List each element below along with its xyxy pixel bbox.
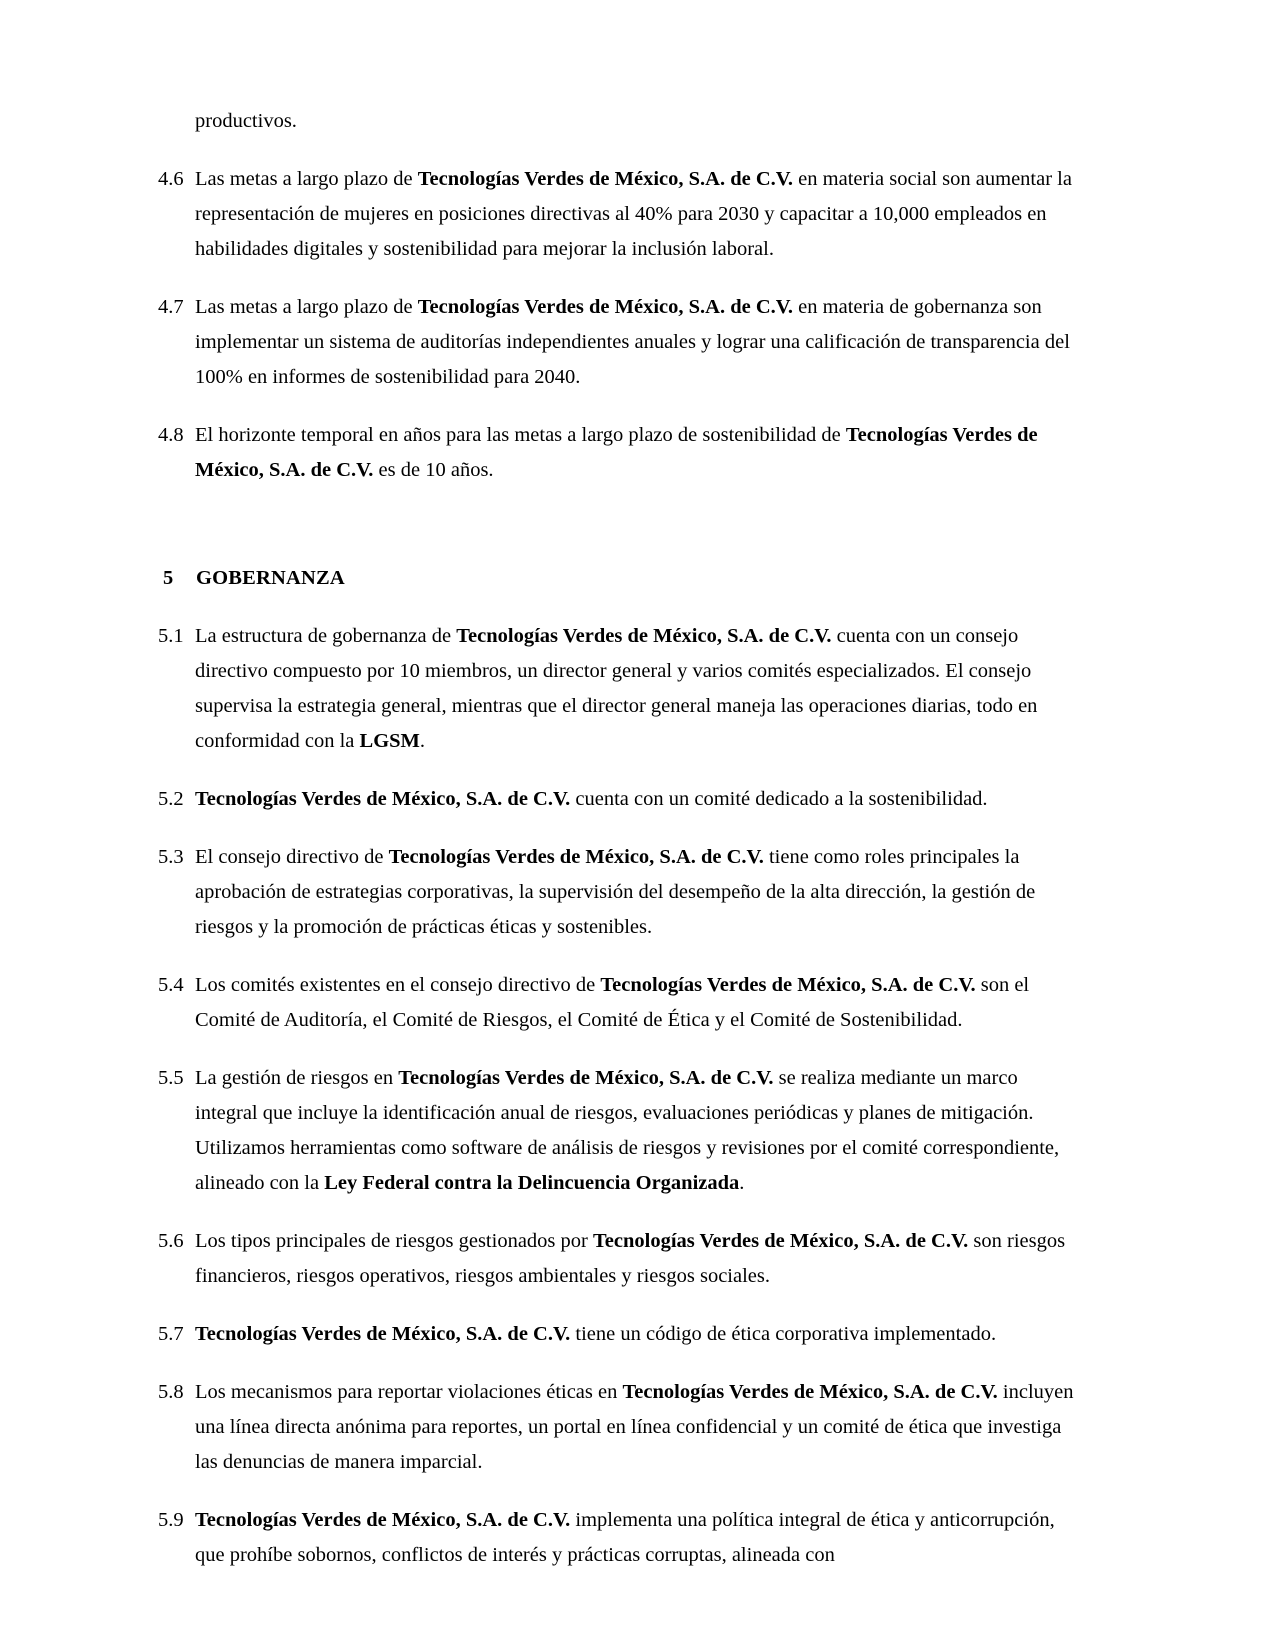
emphasis-run: Tecnologías Verdes de México, S.A. de C.V.: [456, 625, 832, 647]
clause-text: [195, 162, 1075, 267]
emphasis-run: Tecnologías Verdes de México, S.A. de C.V.: [417, 168, 794, 190]
emphasis-run: Ley Federal contra la Delincuencia Organizada: [324, 1172, 740, 1194]
clause-4.6: [158, 162, 1075, 267]
clause-4.7: [158, 290, 1075, 395]
clause-5.2: [158, 782, 1075, 817]
text-run: tiene como roles principales la aprobación de estrategias corporativas, la supervisión del desempeño de la alta dirección, la gestión de riesgos y la promoción de prácticas éticas y sostenibles.: [195, 846, 1036, 938]
clause-5.9: [158, 1503, 1075, 1573]
clause-text: [195, 290, 1075, 395]
clause-number: 4.8: [158, 424, 184, 446]
clause-5.5: [158, 1061, 1075, 1201]
section-title: GOBERNANZA: [196, 567, 345, 589]
clause-number: 4.6: [158, 168, 184, 190]
clause-text: [195, 782, 1075, 817]
clause-group-section-4: [158, 162, 1075, 488]
text-run: es de 10 años.: [373, 459, 494, 481]
clause-text: [195, 619, 1075, 759]
text-run: Los mecanismos para reportar violaciones éticas en: [195, 1381, 623, 1403]
clause-group-section-5: [158, 619, 1075, 1573]
text-run: El horizonte temporal en años para las metas a largo plazo de sostenibilidad de: [195, 424, 846, 446]
clause-text: [195, 1375, 1075, 1480]
clause-number: 5.3: [158, 846, 184, 868]
clause-number: 5.1: [158, 625, 184, 647]
text-run: cuenta con un consejo directivo compuesto por 10 miembros, un director general y varios comités especializados. El consejo supervisa la estrategia general, mientras que el director general maneja las operaciones diarias, todo en conformidad con la: [195, 625, 1038, 752]
emphasis-run: Tecnologías Verdes de México, S.A. de C.V.: [195, 788, 571, 810]
continuation-paragraph: productivos.: [195, 110, 297, 132]
emphasis-run: Tecnologías Verdes de México, S.A. de C.V.: [398, 1067, 774, 1089]
text-run: implementa una política integral de ética y anticorrupción, que prohíbe sobornos, conflictos de interés y prácticas corruptas, alineada con: [195, 1509, 1055, 1566]
clause-text: [195, 968, 1075, 1038]
text-run: tiene un código de ética corporativa implementado.: [570, 1323, 997, 1345]
clause-5.8: [158, 1375, 1075, 1480]
clause-number: 5.9: [158, 1509, 184, 1531]
clause-5.3: [158, 840, 1075, 945]
emphasis-run: Tecnologías Verdes de México, S.A. de C.V.: [195, 424, 1038, 481]
text-run: incluyen una línea directa anónima para reportes, un portal en línea confidencial y un comité de ética que investiga las denuncias de manera imparcial.: [195, 1381, 1074, 1473]
clause-5.1: [158, 619, 1075, 759]
text-run: son el Comité de Auditoría, el Comité de Riesgos, el Comité de Ética y el Comité de Sostenibilidad.: [195, 974, 1030, 1031]
clause-number: 5.4: [158, 974, 184, 996]
clause-text: [195, 418, 1075, 488]
emphasis-run: Tecnologías Verdes de México, S.A. de C.V.: [600, 974, 976, 996]
clause-text: [195, 840, 1075, 945]
emphasis-run: Tecnologías Verdes de México, S.A. de C.V.: [195, 1509, 571, 1531]
clause-4.8: [158, 418, 1075, 488]
clause-text: [195, 1317, 1075, 1352]
text-run: son riesgos financieros, riesgos operativos, riesgos ambientales y riesgos sociales.: [195, 1230, 1066, 1287]
emphasis-run: Tecnologías Verdes de México, S.A. de C.V.: [388, 846, 764, 868]
emphasis-run: Tecnologías Verdes de México, S.A. de C.V.: [622, 1381, 998, 1403]
clause-5.7: [158, 1317, 1075, 1352]
clause-number: 4.7: [158, 296, 184, 318]
text-run: El consejo directivo de: [195, 846, 389, 868]
clause-number: 5.6: [158, 1230, 184, 1252]
emphasis-run: Tecnologías Verdes de México, S.A. de C.V.: [417, 296, 794, 318]
text-run: La estructura de gobernanza de: [195, 625, 457, 647]
text-run: Las metas a largo plazo de: [195, 296, 418, 318]
clause-number: 5.2: [158, 788, 184, 810]
emphasis-run: Tecnologías Verdes de México, S.A. de C.V.: [592, 1230, 969, 1252]
clause-number: 5.7: [158, 1323, 184, 1345]
clause-number: 5.5: [158, 1067, 184, 1089]
text-run: en materia social son aumentar la representación de mujeres en posiciones directivas al 40% para 2030 y capacitar a 10,000 empleados en habilidades digitales y sostenibilidad para mejorar la inclusión laboral.: [195, 168, 1072, 260]
text-run: La gestión de riesgos en: [195, 1067, 399, 1089]
text-run: cuenta con un comité dedicado a la sostenibilidad.: [570, 788, 988, 810]
text-run: Los tipos principales de riesgos gestionados por: [195, 1230, 593, 1252]
text-run: en materia de gobernanza son implementar un sistema de auditorías independientes anuales y lograr una calificación de transparencia del 100% en informes de sostenibilidad para 2040.: [195, 296, 1070, 388]
document-body: [158, 104, 1075, 1573]
text-run: .: [739, 1172, 745, 1194]
clause-5.4: [158, 968, 1075, 1038]
section-heading-gobernanza: [158, 561, 1075, 596]
text-run: Los comités existentes en el consejo directivo de: [195, 974, 601, 996]
clause-number: 5.8: [158, 1381, 184, 1403]
text-run: Las metas a largo plazo de: [195, 168, 418, 190]
section-number: 5: [163, 567, 174, 589]
clause-5.6: [158, 1224, 1075, 1294]
text-run: se realiza mediante un marco integral que incluye la identificación anual de riesgos, evaluaciones periódicas y planes de mitigación. Utilizamos herramientas como software de análisis de riesgos y revisiones por el comité correspondiente, alineado con la: [195, 1067, 1060, 1194]
text-run: .: [419, 730, 426, 752]
clause-text: [195, 1061, 1075, 1201]
clause-text: [195, 1224, 1075, 1294]
emphasis-run: LGSM: [359, 730, 420, 752]
clause-text: [195, 1503, 1075, 1573]
emphasis-run: Tecnologías Verdes de México, S.A. de C.V.: [195, 1323, 571, 1345]
